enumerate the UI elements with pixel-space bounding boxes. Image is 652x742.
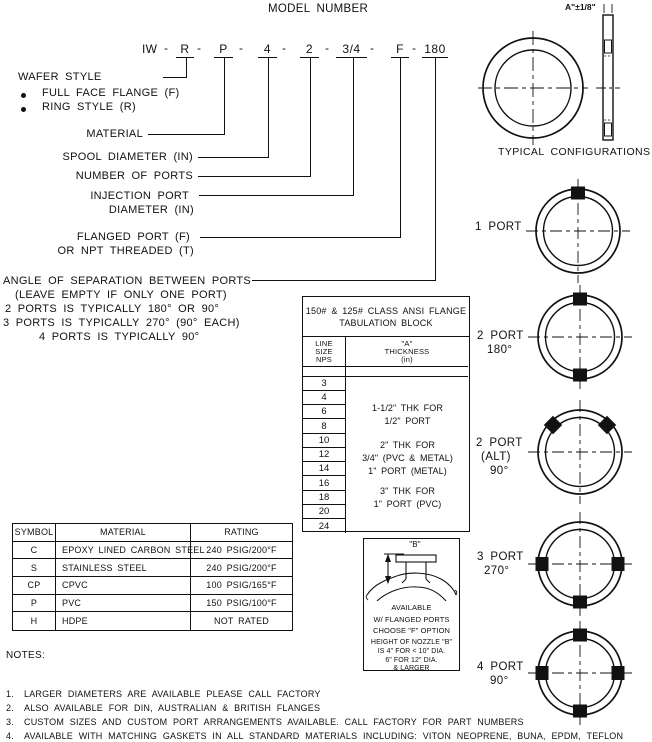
materials-cell: S — [13, 559, 56, 577]
leader-wafer-style — [163, 77, 187, 78]
label-ring-style: RING STYLE (R) — [42, 101, 136, 113]
notes-heading: NOTES: — [6, 650, 46, 661]
materials-header-rating: RATING — [191, 524, 292, 542]
nps-cell: 8 — [303, 419, 346, 434]
config-label-3-port: 3 PORT — [477, 551, 524, 563]
label-injection-port-2: DIAMETER (IN) — [108, 204, 194, 216]
nps-cell: 10 — [303, 434, 346, 448]
label-injection-port-1: INJECTION PORT — [90, 190, 189, 202]
nozzle-detail-drawing — [364, 541, 458, 601]
nps-cell: 16 — [303, 476, 346, 491]
label-angle-note-4: 4 PORTS IS TYPICALLY 90° — [39, 331, 200, 343]
port-marker — [574, 293, 587, 305]
nozzle-detail-box — [363, 538, 460, 671]
nps-cell: 18 — [303, 491, 346, 505]
detail-text: W/ FLANGED PORTS — [373, 615, 450, 624]
port-marker — [574, 629, 587, 641]
config-label-2-port: 2 PORT — [477, 330, 524, 342]
leader-injection-port — [199, 195, 354, 196]
dim-label-b: "B" — [409, 540, 421, 549]
configurations-drawing — [470, 0, 652, 742]
port-marker — [574, 369, 587, 381]
thickness-note: 2" THK FOR — [379, 440, 436, 450]
detail-text: & LARGER — [393, 665, 430, 672]
materials-header-material: MATERIAL — [56, 524, 191, 542]
thickness-note: 3/4" (PVC & METAL) — [362, 453, 453, 463]
model-dash: - — [412, 41, 416, 55]
detail-text: AVAILABLE — [391, 603, 432, 612]
leader-spool-diameter — [268, 58, 269, 158]
label-angle-note-3: 3 PORTS IS TYPICALLY 270° (90° EACH) — [3, 317, 240, 329]
label-angle-note-1: (LEAVE EMPTY IF ONLY ONE PORT) — [15, 289, 227, 301]
thickness-note: 1-1/2" THK FOR — [372, 403, 443, 413]
page-title: MODEL NUMBER — [268, 3, 369, 15]
port-marker — [536, 667, 548, 680]
detail-text: CHOOSE "F" OPTION — [372, 626, 451, 635]
bullet-icon — [21, 93, 26, 98]
materials-cell: 240 PSIG/200°F — [191, 559, 292, 577]
model-seg-spool-dia: 4 — [258, 42, 277, 58]
thickness-note: 1" PORT (PVC) — [373, 499, 442, 509]
flange-tabulation-table — [302, 296, 470, 532]
model-dash: - — [325, 41, 329, 55]
thickness-note: 1" PORT (METAL) — [368, 466, 447, 476]
config-label-2-port-alt-sub: (ALT) — [481, 451, 511, 463]
tabulation-title — [303, 297, 469, 337]
model-seg-port-dia: 3/4 — [336, 42, 367, 58]
nps-cell: 14 — [303, 462, 346, 476]
model-dash: - — [370, 41, 374, 55]
config-2-port-alt-90 — [528, 400, 632, 504]
model-dash: - — [282, 41, 286, 55]
leader-material — [224, 58, 225, 135]
label-spool-diameter: SPOOL DIAMETER (IN) — [62, 151, 193, 163]
config-label-2-port-angle: 180° — [487, 344, 513, 356]
port-marker — [574, 596, 587, 608]
materials-cell: CP — [13, 577, 56, 595]
materials-header-symbol: SYMBOL — [13, 524, 56, 542]
config-label-4-port-angle: 90° — [490, 675, 509, 687]
model-seg-style: R — [176, 42, 194, 58]
leader-injection-port — [353, 58, 354, 196]
model-prefix: IW — [142, 42, 158, 56]
label-angle-note-2: 2 PORTS IS TYPICALLY 180° OR 90° — [5, 303, 220, 315]
tabulation-grid-line — [303, 366, 468, 367]
detail-text: HEIGHT OF NOZZLE "B" — [370, 639, 453, 646]
config-4-port-90 — [528, 621, 632, 725]
label-full-face-flange: FULL FACE FLANGE (F) — [42, 87, 180, 99]
label-flanged-port-1: FLANGED PORT (F) — [76, 231, 190, 243]
leader-wafer-style — [186, 58, 187, 78]
tabulation-col1-header: LINE SIZE NPS — [303, 337, 346, 366]
bullet-icon — [21, 107, 26, 112]
materials-cell: C — [13, 542, 56, 560]
tabulation-title-line1: 150# & 125# CLASS ANSI FLANGE — [305, 305, 467, 316]
leader-spool-diameter — [198, 157, 269, 158]
label-flanged-port-2: OR NPT THREADED (T) — [57, 245, 194, 257]
config-label-4-port: 4 PORT — [477, 661, 524, 673]
port-marker — [574, 705, 587, 717]
config-3-port-270 — [528, 512, 632, 616]
nps-cell: 3 — [303, 377, 346, 391]
detail-text: IS 4" FOR < 10" DIA. — [377, 648, 446, 655]
tabulation-col2-header: "A" THICKNESS (in) — [384, 338, 430, 364]
nps-cell: 24 — [303, 519, 346, 533]
materials-cell: CPVC — [56, 577, 191, 595]
port-marker — [599, 417, 616, 434]
leader-flanged-port — [200, 237, 401, 238]
leader-angle — [435, 58, 436, 281]
note-item: ALSO AVAILABLE FOR DIN, AUSTRALIAN & BRITISH FLANGES — [24, 703, 321, 713]
materials-cell: HDPE — [56, 612, 191, 630]
config-label-2-port-alt: 2 PORT — [476, 437, 523, 449]
model-seg-material: P — [214, 42, 233, 58]
port-marker — [545, 417, 562, 434]
dim-label-a: A"±1/8" — [565, 2, 596, 12]
leader-angle — [252, 280, 436, 281]
config-2-port-180 — [528, 285, 632, 389]
typical-configurations-label: TYPICAL CONFIGURATIONS — [498, 146, 651, 158]
label-number-of-ports: NUMBER OF PORTS — [75, 170, 193, 182]
config-label-2-port-alt-angle: 90° — [490, 465, 509, 477]
port-marker — [612, 558, 624, 571]
dim-arrow-up — [385, 554, 391, 562]
leader-material — [148, 134, 225, 135]
materials-table — [12, 523, 293, 631]
model-seg-port-type: F — [391, 42, 409, 58]
config-label-3-port-angle: 270° — [484, 565, 510, 577]
materials-cell: PVC — [56, 595, 191, 613]
note-item: AVAILABLE WITH MATCHING GASKETS IN ALL STANDARD MATERIALS INCLUDING: VITON NEOPRENE, BUNA, EPDM, TEFLON — [24, 731, 624, 741]
thickness-note: 3" THK FOR — [379, 486, 436, 496]
materials-cell: P — [13, 595, 56, 613]
port-marker — [572, 187, 585, 199]
note-item: CUSTOM SIZES AND CUSTOM PORT ARRANGEMENTS AVAILABLE. CALL FACTORY FOR PART NUMBERS — [24, 717, 524, 727]
note-number: 2. — [6, 703, 14, 713]
materials-cell: 150 PSIG/100°F — [191, 595, 292, 613]
nps-cell: 4 — [303, 391, 346, 405]
flange-front-view — [478, 31, 588, 145]
note-number: 1. — [6, 689, 14, 699]
materials-cell: H — [13, 612, 56, 630]
port-marker — [612, 667, 624, 680]
nps-cell: 6 — [303, 405, 346, 419]
thickness-note: 1/2" PORT — [384, 416, 431, 426]
materials-cell: EPOXY LINED CARBON STEEL — [56, 542, 191, 560]
tabulation-title-line2: TABULATION BLOCK — [339, 317, 433, 328]
leader-flanged-port — [400, 58, 401, 238]
materials-cell: NOT RATED — [214, 616, 269, 627]
leader-number-of-ports — [310, 58, 311, 177]
materials-cell: 240 PSIG/200°F — [191, 542, 292, 560]
materials-cell: STAINLESS STEEL — [56, 559, 191, 577]
config-1-port — [526, 179, 630, 283]
note-item: LARGER DIAMETERS ARE AVAILABLE PLEASE CALL FACTORY — [24, 689, 321, 699]
flange-side-view — [596, 4, 620, 140]
nps-cell: 12 — [303, 448, 346, 462]
label-angle: ANGLE OF SEPARATION BETWEEN PORTS — [3, 275, 252, 287]
model-dash: - — [197, 41, 201, 55]
config-label-1-port: 1 PORT — [475, 221, 522, 233]
model-seg-num-ports: 2 — [300, 42, 319, 58]
model-seg-angle: 180 — [422, 42, 448, 58]
note-number: 4. — [6, 731, 14, 741]
label-material: MATERIAL — [86, 128, 143, 140]
leader-number-of-ports — [198, 176, 311, 177]
port-marker — [536, 558, 548, 571]
note-number: 3. — [6, 717, 14, 727]
label-wafer-style: WAFER STYLE — [18, 71, 102, 83]
model-dash: - — [164, 41, 168, 55]
model-dash: - — [239, 41, 243, 55]
materials-cell: 100 PSIG/165°F — [191, 577, 292, 595]
nps-cell: 20 — [303, 505, 346, 519]
detail-text: 6" FOR 12" DIA. — [385, 657, 438, 664]
